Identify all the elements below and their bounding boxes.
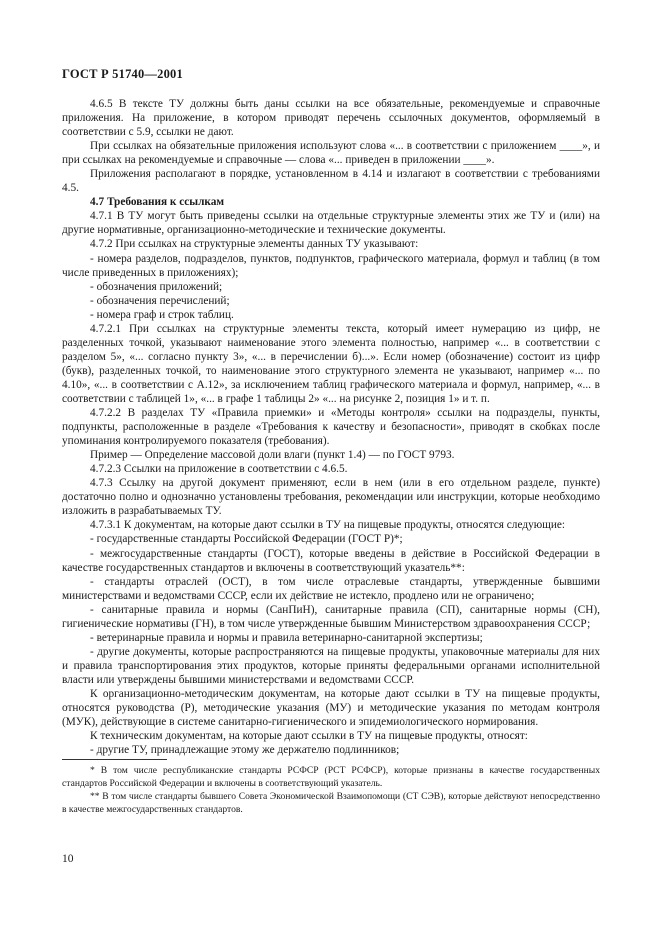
paragraph: 4.7.1 В ТУ могут быть приведены ссылки на отдельные структурные элементы этих же ТУ и (или) на другие нормативные, организационно-методические и технические документы. — [62, 210, 600, 237]
paragraph: 4.7.3.1 К документам, на которые дают ссылки в ТУ на пищевые продукты, относятся следующие: — [90, 519, 566, 532]
list-item: - государственные стандарты Российской Федерации (ГОСТ Р)*; — [90, 533, 403, 546]
list-item: - обозначения приложений; — [90, 280, 223, 293]
footnote-divider — [62, 759, 167, 760]
list-item: - другие документы, которые распространяются на пищевые продукты, упаковочные материалы для них и правила транспортирования этих продуктов, которые приняты федеральными органами исполнительной власти или утверждены бывшими министерствами и ведомствами СССР. — [62, 645, 600, 686]
section-heading: 4.7 Требования к ссылкам — [90, 196, 225, 209]
paragraph: 4.6.5 В тексте ТУ должны быть даны ссылки на все обязательные, рекомендуемые и справочные приложения. На приложение, в котором приводят перечень ссылочных документов, оформляемый в соответствии с 5.9, ссылки не дают. — [62, 98, 600, 139]
list-item: - стандарты отраслей (ОСТ), в том числе отраслевые стандарты, утвержденные бывшими министерствами и ведомствами СССР, если их действие не истекло, продлено или не ограничено; — [62, 575, 600, 602]
list-item: - обозначения перечислений; — [90, 294, 230, 307]
page-number: 10 — [62, 853, 74, 865]
paragraph: К техническим документам, на которые дают ссылки в ТУ на пищевые продукты, относят: — [90, 730, 528, 743]
footnote: ** В том числе стандарты бывшего Совета Экономической Взаимопомощи (СТ СЭВ), которые действуют непосредственно в качестве межгосударственных стандартов. — [62, 791, 600, 815]
paragraph: При ссылках на обязательные приложения используют слова «... в соответствии с приложением ____», и при ссылках на рекомендуемые и справочные — слова «... приведен в приложении ____». — [62, 140, 600, 167]
list-item: - номера разделов, подразделов, пунктов, подпунктов, графического материала, формул и таблиц (в том числе приведенных в приложениях); — [62, 252, 600, 279]
list-item: - ветеринарные правила и нормы и правила ветеринарно-санитарной экспертизы; — [90, 631, 483, 644]
list-item: - межгосударственные стандарты (ГОСТ), которые введены в действие в Российской Федерации в качестве государственных стандартов и включены в соответствующий указатель**: — [62, 547, 600, 574]
paragraph: 4.7.2 При ссылках на структурные элементы данных ТУ указывают: — [90, 238, 419, 251]
footnote: * В том числе республиканские стандарты РСФСР (РСТ РСФСР), которые признаны в качестве государственных стандартов Российской Федерации и включены в соответствующий указатель. — [62, 765, 600, 789]
paragraph: 4.7.2.1 При ссылках на структурные элементы текста, который имеет нумерацию из цифр, не разделенных точкой, указывают наименование этого элемента полностью, например «... в соответствии с разделом 5», «... согласно пункту 3», «... в перечислении б)...». Если номер (обозначение) состоит из цифр (букв), разделенных точкой, то наименование этого структурного элемента не указывают, например «... по 4.10», «... в соответствии с А.12», за исключением таблиц графического материала и формул, например, «... в соответствии с таблицей 1», «... в графе 1 таблицы 2» «... на рисунке 2, позиция 1» и т. п. — [62, 322, 600, 405]
footnotes — [62, 764, 600, 816]
document-header: ГОСТ Р 51740—2001 — [62, 67, 183, 81]
paragraph: 4.7.3 Ссылку на другой документ применяют, если в нем (или в его отдельном разделе, пункте) достаточно полно и однозначно установлены требования, рекомендации или инструкции, которые необходимо изложить в разрабатываемых ТУ. — [62, 477, 600, 518]
list-item: - санитарные правила и нормы (СанПиН), санитарные правила (СП), санитарные нормы (СН), гигиенические нормативы (ГН), в том числе утвержденные бывшим Министерством здравоохранения СССР; — [62, 603, 600, 630]
paragraph: К организационно-методическим документам, на которые дают ссылки в ТУ на пищевые продукты, относятся руководства (Р), методические указания (МУ) и методические указания по методам контроля (МУК), действующие в системе санитарно-гигиенического и эпидемиологического нормирования. — [62, 687, 600, 729]
paragraph: 4.7.2.3 Ссылки на приложение в соответствии с 4.6.5. — [90, 463, 348, 476]
paragraph: Приложения располагают в порядке, установленном в 4.14 и излагают в соответствии с требованиями 4.5. — [62, 168, 600, 195]
body-text — [62, 97, 600, 757]
paragraph: 4.7.2.2 В разделах ТУ «Правила приемки» и «Методы контроля» ссылки на подразделы, пункты, подпункты, расположенные в разделе «Требования к качеству и безопасности», приводят в скобках после упоминания контролируемого показателя (требования). — [62, 407, 600, 448]
example-paragraph: Пример — Определение массовой доли влаги (пункт 1.4) — по ГОСТ 9793. — [90, 449, 455, 462]
list-item: - другие ТУ, принадлежащие этому же держателю подлинников; — [90, 744, 400, 757]
list-item: - номера граф и строк таблиц. — [90, 308, 234, 321]
